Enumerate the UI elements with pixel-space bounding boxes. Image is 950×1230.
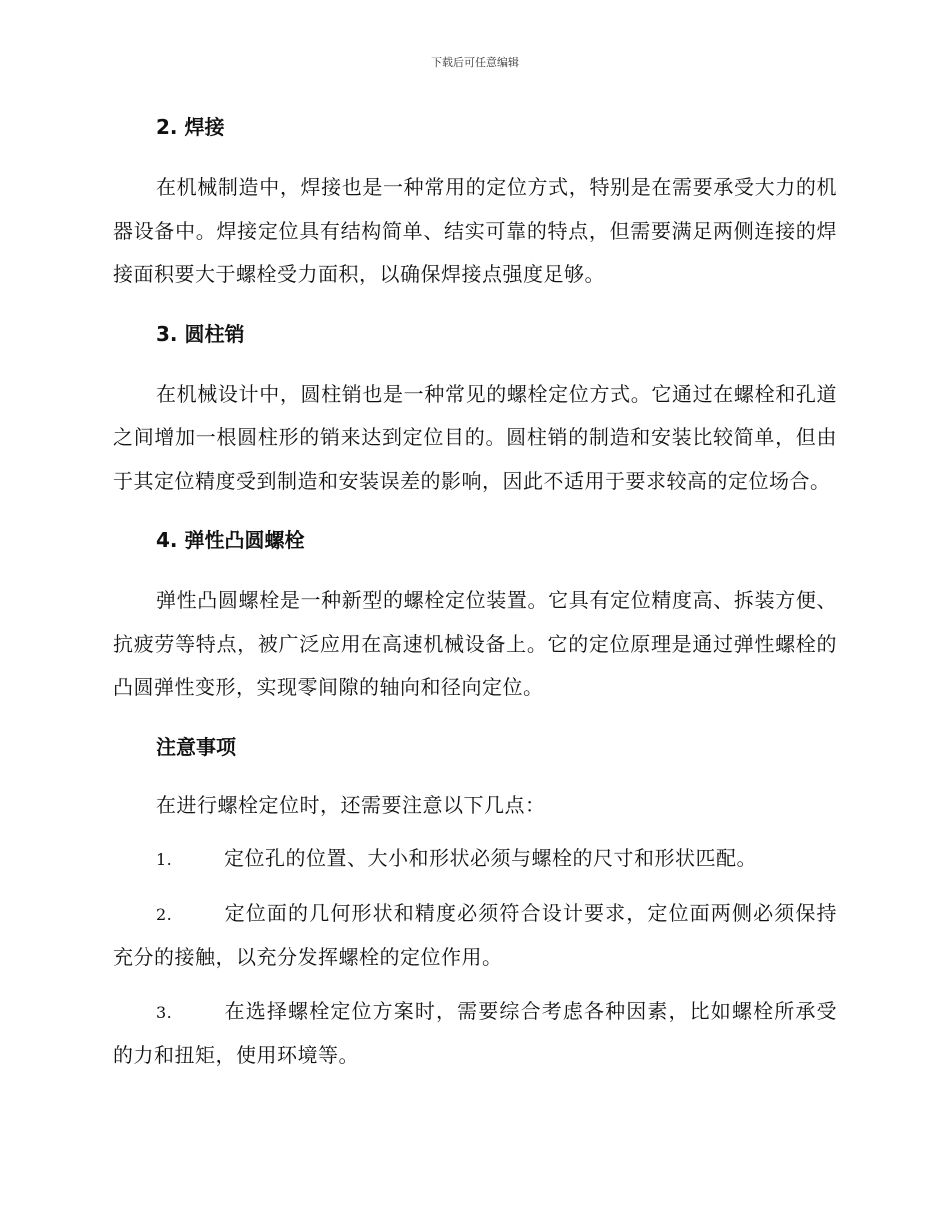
list-item-text: 在选择螺栓定位方案时，需要综合考虑各种因素，比如螺栓所承受的力和扭矩，使用环境等。 <box>113 998 837 1067</box>
list-item-number: 3. <box>156 1002 173 1022</box>
section-body-cylindrical-pin: 在机械设计中，圆柱销也是一种常见的螺栓定位方式。它通过在螺栓和孔道之间增加一根圆柱形的销来达到定位目的。圆柱销的制造和安装比较简单，但由于其定位精度受到制造和安装误差的影响，因此不适用于要求较高的定位场合。 <box>113 381 837 493</box>
notes-intro: 在进行螺栓定位时，还需要注意以下几点： <box>156 792 546 817</box>
list-item-number: 2. <box>156 904 173 924</box>
section-heading-notes: 注意事项 <box>156 734 236 759</box>
list-item <box>113 837 837 882</box>
section-body-welding: 在机械制造中，焊接也是一种常用的定位方式，特别是在需要承受大力的机器设备中。焊接定位具有结构简单、结实可靠的特点，但需要满足两侧连接的焊接面积要大于螺栓受力面积，以确保焊接点强度足够。 <box>113 175 837 286</box>
list-item <box>113 990 837 1078</box>
document-content <box>113 112 837 1078</box>
list-item <box>113 892 837 980</box>
list-item-text: 定位孔的位置、大小和形状必须与螺栓的尺寸和形状匹配。 <box>224 846 757 870</box>
section-body-elastic-bolt: 弹性凸圆螺栓是一种新型的螺栓定位装置。它具有定位精度高、拆装方便、抗疲劳等特点，被广泛应用在高速机械设备上。它的定位原理是通过弹性螺栓的凸圆弹性变形，实现零间隙的轴向和径向定位。 <box>113 588 837 699</box>
list-item-text: 定位面的几何形状和精度必须符合设计要求，定位面两侧必须保持充分的接触，以充分发挥螺栓的定位作用。 <box>113 900 837 969</box>
section-heading-welding: 2. 焊接 <box>156 115 225 139</box>
section-heading-elastic-bolt: 4. 弹性凸圆螺栓 <box>156 528 305 552</box>
section-heading-cylindrical-pin: 3. 圆柱销 <box>156 321 245 346</box>
notes-list <box>113 837 837 1078</box>
header-note: 下载后可任意编辑 <box>431 56 519 69</box>
list-item-number: 1. <box>156 850 173 869</box>
